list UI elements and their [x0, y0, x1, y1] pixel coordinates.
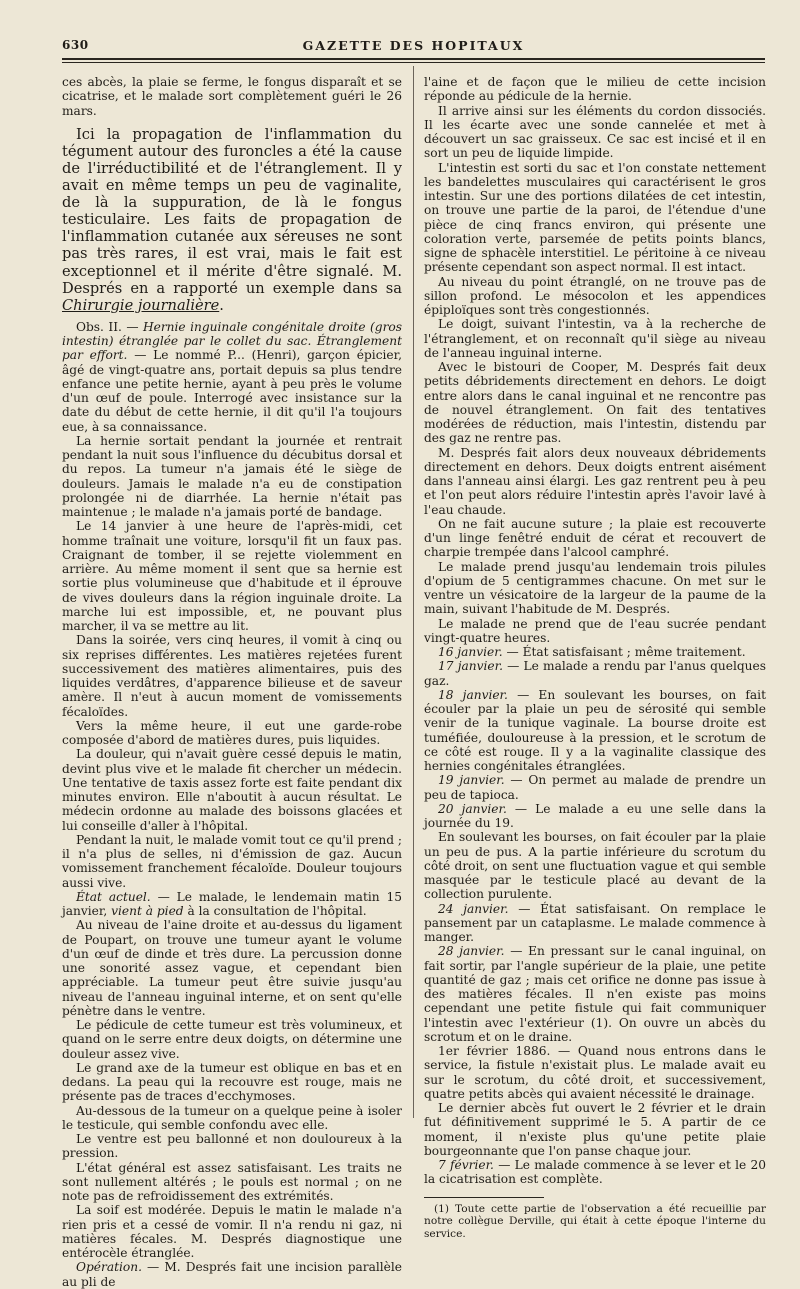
book-title: Chirurgie journalière: [62, 296, 220, 314]
left-column: [62, 75, 402, 1289]
paragraph: l'aine et de façon que le milieu de cette incision réponde au pédicule de la hernie.: [424, 75, 766, 104]
dated-entry: 7 février. — Le malade commence à se lever et le 20 la cicatrisation est complète.: [424, 1158, 766, 1187]
paragraph: Pendant la nuit, le malade vomit tout ce qu'il prend ; il n'a plus de selles, ni d'émission de gaz. Aucun vomissement franchement fécaloïde. Douleur toujours aussi vive.: [62, 832, 402, 890]
paragraph: Il arrive ainsi sur les éléments du cordon dissociés. Il les écarte avec une sonde cannelée et met à découvert un sac graisseux. Ce sac est incisé et il en sort un peu de liquide limpide.: [424, 103, 766, 161]
page-header: [62, 38, 765, 56]
paragraph: M. Després fait alors deux nouveaux débridements directement en dehors. Deux doigts entrent aisément dans l'anneau ainsi élargi. Les gaz rentrent peu à peu et l'on peut alors réduire l'intestin après l'avoir lavé à l'eau chaude.: [424, 445, 766, 517]
paragraph: La hernie sortait pendant la journée et rentrait pendant la nuit sous l'influence du décubitus dorsal et du repos. La tumeur n'a jamais été le siège de douleurs. Jamais le malade n'a eu de constipation prolongée ni de diarrhée. La hernie n'était pas maintenue ; le malade n'a jamais porté de bandage.: [62, 433, 402, 520]
paragraph: Le grand axe de la tumeur est oblique en bas et en dedans. La peau qui la recouvre est rouge, mais ne présente pas de traces d'ecchymoses.: [62, 1060, 402, 1104]
dated-entry: 28 janvier. — En pressant sur le canal inguinal, on fait sortir, par l'angle supérieur de la plaie, une petite quantité de gaz ; mais cet orifice ne donne pas issue à des matières fécales. Il n'en existe pas moins cependant une petite fistule qui fait communiquer l'intestin avec l'extérieur (1). On ouvre un abcès du scrotum et on le draine.: [424, 944, 766, 1044]
paragraph: L'état général est assez satisfaisant. Les traits ne sont nullement altérés ; le pouls est normal ; on ne note pas de refroidissement des extrémités.: [62, 1160, 402, 1204]
dated-entry: 18 janvier. — En soulevant les bourses, on fait écouler par la plaie un peu de sérosité qui semble venir de la tunique vaginale. La bourse droite est tuméfiée, douloureuse à la pression, et le scrotum de ce côté est rouge. Il y a la vaginalite classique des hernies congénitales étranglées.: [424, 687, 766, 773]
commentary-paragraph: Ici la propagation de l'inflammation du tégument autour des furoncles a été la cause de l'irréductibilité et de l'étranglement. Il y avait en même temps un peu de vaginalite, de là la suppuration, de là le fongus testiculaire. Les faits de propagation de l'inflammation cutanée aux séreuses ne sont pas très rares, il est vrai, mais le fait est exceptionnel et il mérite d'être signalé. M. Després en a rapporté un exemple dans sa Chirurgie journalière.: [62, 125, 402, 314]
paragraph: État actuel. — Le malade, le lendemain matin 15 janvier, vient à pied à la consultation de l'hôpital.: [62, 889, 402, 919]
paragraph: Vers la même heure, il eut une garde-robe composée d'abord de matières dures, puis liquides.: [62, 718, 402, 748]
paragraph: La douleur, qui n'avait guère cessé depuis le matin, devint plus vive et le malade fit chercher un médecin. Une tentative de taxis assez forte est faite pendant dix minutes environ. Elle n'aboutit à aucun résultat. Le médecin ordonne au malade des boissons glacées et lui conseille d'aller à l'hôpital.: [62, 747, 402, 833]
paragraph: On ne fait aucune suture ; la plaie est recouverte d'un linge fenêtré enduit de cérat et recouvert de charpie trempée dans l'alcool camphré.: [424, 516, 766, 560]
dated-entry: 20 janvier. — Le malade a eu une selle dans la journée du 19.: [424, 801, 766, 830]
journal-title: GAZETTE DES HOPITAUX: [302, 38, 525, 53]
footnote: [424, 1203, 766, 1241]
paragraph: Le 14 janvier à une heure de l'après-midi, cet homme traînait une voiture, lorsqu'il fit un faux pas. Craignant de tomber, il se rejette violemment en arrière. Au même moment il sent que sa hernie est sortie plus volumineuse que d'habitude et il éprouve de vives douleurs dans la région inguinale droite. La marche lui est impossible, et, ne pouvant plus marcher, il va se mettre au lit.: [62, 519, 402, 634]
paragraph: Dans la soirée, vers cinq heures, il vomit à cinq ou six reprises différentes. Les matières rejetées furent successivement des matières alimentaires, puis des liquides verdâtres, d'apparence bilieuse et de saveur amère. Il n'eut à aucun moment de vomissements fécaloïdes.: [62, 633, 402, 719]
paragraph: ces abcès, la plaie se ferme, le fongus disparaît et se cicatrise, et le malade sort complètement guéri le 26 mars.: [62, 75, 402, 118]
observation-title: Hernie inguinale congénitale droite (gros intestin) étranglée par le collet du sac. Étranglement par effort.: [62, 319, 403, 363]
dated-entry: 19 janvier. — On permet au malade de prendre un peu de tapioca.: [424, 773, 766, 802]
header-rule-thin: [62, 62, 765, 63]
column-divider: [413, 66, 414, 1118]
dated-entry: 1er février 1886. — Quand nous entrons dans le service, la fistule n'existait plus. Le malade avait eu sur le scrotum, du côté droit, et successivement, quatre petits abcès qui avaient nécessité le drainage.: [424, 1044, 766, 1101]
footnote-rule: [424, 1197, 544, 1198]
paragraph: Au niveau du point étranglé, on ne trouve pas de sillon profond. Le mésocolon et les appendices épiploïques sont très congestionnés.: [424, 274, 766, 317]
paragraph: En soulevant les bourses, on fait écouler par la plaie un peu de pus. A la partie inférieure du scrotum du côté droit, on sent une fluctuation vague et qui semble masquée par le testicule placé au devant de la collection purulente.: [424, 830, 766, 902]
paragraph: Au niveau de l'aine droite et au-dessus du ligament de Poupart, on trouve une tumeur ayant le volume d'un œuf de dinde et très dure. La percussion donne une sonorité assez vague, et cependant bien appréciable. La tumeur peut être suivie jusqu'au niveau de l'anneau inguinal interne, et on sent qu'elle pénètre dans le ventre.: [62, 918, 402, 1018]
dated-entry: 24 janvier. — État satisfaisant. On remplace le pansement par un cataplasme. Le malade commence à manger.: [424, 901, 766, 944]
paragraph: L'intestin est sorti du sac et l'on constate nettement les bandelettes musculaires qui caractérisent le gros intestin. Sur une des portions dilatées de cet intestin, on trouve une partie de la paroi, de l'étendue d'une pièce de cinq francs environ, qui présente une coloration verte, parsemée de petits points blancs, signe de sphacèle interstitiel. Le péritoine à ce niveau présente cependant son aspect normal. Il est intact.: [424, 160, 766, 275]
paragraph: La soif est modérée. Depuis le matin le malade n'a rien pris et a cessé de vomir. Il n'a rendu ni gaz, ni matières fécales. M. Després diagnostique une entérocèle étranglée.: [62, 1203, 402, 1261]
paragraph: Au-dessous de la tumeur on a quelque peine à isoler le testicule, qui semble confondu avec elle.: [62, 1103, 402, 1132]
paragraph: Opération. — M. Després fait une incision parallèle au pli de: [62, 1260, 402, 1289]
page-number: 630: [62, 38, 89, 52]
header-rule: [62, 58, 765, 60]
paragraph: Avec le bistouri de Cooper, M. Després fait deux petits débridements directement en dehors. Le doigt entre alors dans le canal inguinal et ne rencontre pas de nouvel étranglement. On fait des tentatives modérées de réduction, mais l'intestin, distendu par des gaz ne rentre pas.: [424, 360, 766, 446]
footnote-text: (1) Toute cette partie de l'observation a été recueillie par notre collègue Derville, qui était à cette époque l'interne du service.: [424, 1202, 766, 1240]
observation-heading: Obs. II. — Hernie inguinale congénitale droite (gros intestin) étranglée par le collet du sac. Étranglement par effort. — Le nommé P... (Henri), garçon épicier, âgé de vingt-quatre ans, portait depuis sa plus tendre enfance une petite hernie, ayant à peu près le volume d'un œuf de poule. Interrogé avec insistance sur la date du début de cette hernie, il dit qu'il l'a toujours eue, à sa connaissance.: [62, 319, 403, 434]
dated-entry: 16 janvier. — État satisfaisant ; même traitement.: [438, 645, 746, 659]
dated-entry: 17 janvier. — Le malade a rendu par l'anus quelques gaz.: [424, 659, 766, 688]
paragraph: Le pédicule de cette tumeur est très volumineux, et quand on le serre entre deux doigts, on détermine une douleur assez vive.: [62, 1018, 402, 1061]
paragraph: Le malade ne prend que de l'eau sucrée pendant vingt-quatre heures.: [424, 616, 766, 645]
right-column: [424, 75, 766, 1240]
paragraph: Le doigt, suivant l'intestin, va à la recherche de l'étranglement, et on reconnaît qu'il siège au niveau de l'anneau inguinal interne.: [424, 317, 766, 360]
paragraph: Le dernier abcès fut ouvert le 2 février et le drain fut définitivement supprimé le 5. A partir de ce moment, il n'existe plus qu'une petite plaie bourgeonnante que l'on panse chaque jour.: [424, 1101, 766, 1158]
paragraph: Le ventre est peu ballonné et non douloureux à la pression.: [62, 1132, 402, 1161]
paragraph: Le malade prend jusqu'au lendemain trois pilules d'opium de 5 centigrammes chacune. On met sur le ventre un vésicatoire de la largeur de la paume de la main, suivant l'habitude de M. Després.: [424, 559, 766, 617]
